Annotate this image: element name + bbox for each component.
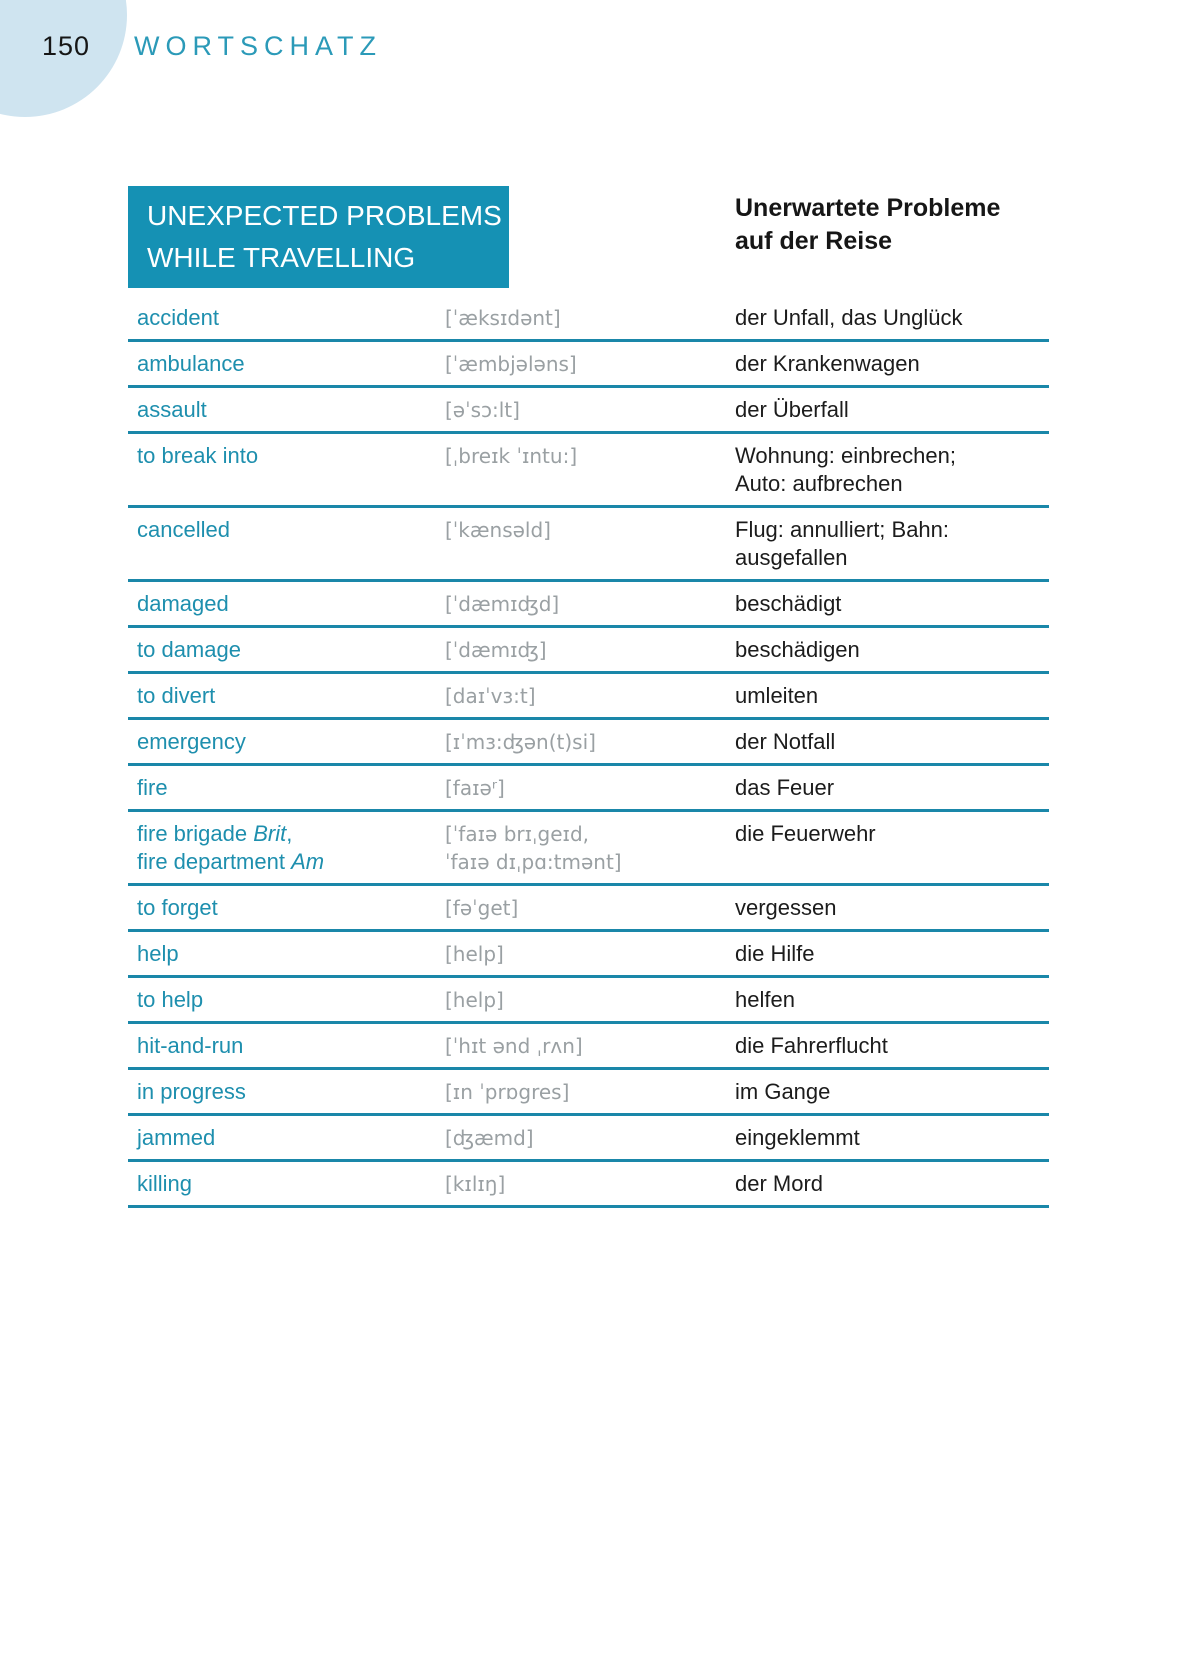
vocab-row bbox=[128, 978, 1049, 1024]
vocab-phonetic: [daɪˈvɜ:t] bbox=[445, 684, 536, 708]
vocab-row bbox=[128, 434, 1049, 508]
vocab-translation-de: die Fahrerflucht bbox=[735, 1033, 888, 1058]
vocab-translation-de: der Mord bbox=[735, 1171, 824, 1196]
vocab-row bbox=[128, 1070, 1049, 1116]
vocab-phonetic: [fəˈget] bbox=[445, 896, 519, 920]
vocab-row bbox=[128, 388, 1049, 434]
vocab-translation-de: Wohnung: einbrechen; Auto: aufbrechen bbox=[735, 443, 956, 496]
vocab-term-en: cancelled bbox=[137, 517, 230, 542]
vocab-row bbox=[128, 1116, 1049, 1162]
vocab-term-en: to break into bbox=[137, 443, 259, 468]
vocab-table bbox=[128, 296, 1049, 1208]
vocab-row bbox=[128, 886, 1049, 932]
vocab-phonetic: [help] bbox=[445, 942, 504, 966]
vocab-row bbox=[128, 766, 1049, 812]
section-title-de-line1: Unerwartete Probleme bbox=[735, 194, 1001, 222]
vocab-phonetic: [ˈæmbjələns] bbox=[445, 352, 577, 376]
vocab-translation-de: das Feuer bbox=[735, 775, 835, 800]
vocab-term-en: fire brigade Brit, fire department Am bbox=[137, 821, 325, 874]
vocab-phonetic: [ˈdæmɪʤd] bbox=[445, 592, 560, 616]
vocab-phonetic: [ˈkænsəld] bbox=[445, 518, 551, 542]
vocab-term-en: emergency bbox=[137, 729, 246, 754]
vocab-term-en: to help bbox=[137, 987, 204, 1012]
vocab-phonetic: [ˈhɪt ənd ˌrʌn] bbox=[445, 1034, 583, 1058]
vocab-phonetic: [ˈæksɪdənt] bbox=[445, 306, 561, 330]
vocab-term-en: in progress bbox=[137, 1079, 246, 1104]
vocab-phonetic: [ˈdæmɪʤ] bbox=[445, 638, 547, 662]
vocab-term-en: hit-and-run bbox=[137, 1033, 244, 1058]
vocab-translation-de: der Unfall, das Unglück bbox=[735, 305, 963, 330]
vocab-row bbox=[128, 628, 1049, 674]
vocab-term-en: damaged bbox=[137, 591, 229, 616]
vocab-translation-de: die Hilfe bbox=[735, 941, 815, 966]
vocab-term-en: to damage bbox=[137, 637, 241, 662]
section-title-en-line1: UNEXPECTED PROBLEMS bbox=[147, 200, 502, 231]
vocab-term-en: ambulance bbox=[137, 351, 245, 376]
vocab-translation-de: beschädigt bbox=[735, 591, 842, 616]
vocab-translation-de: im Gange bbox=[735, 1079, 831, 1104]
vocab-term-en: help bbox=[137, 941, 179, 966]
vocab-phonetic: [ˈfaɪə brɪˌgeɪd, ˈfaɪə dɪˌpɑ:tmənt] bbox=[445, 822, 622, 874]
vocab-term-en: to divert bbox=[137, 683, 216, 708]
vocab-term-en: accident bbox=[137, 305, 219, 330]
vocab-phonetic: [ɪn ˈprɒgres] bbox=[445, 1080, 570, 1104]
vocab-row bbox=[128, 720, 1049, 766]
vocab-row bbox=[128, 296, 1049, 342]
section-title-en-line2: WHILE TRAVELLING bbox=[147, 242, 416, 273]
vocab-translation-de: eingeklemmt bbox=[735, 1125, 860, 1150]
vocab-phonetic: [əˈsɔ:lt] bbox=[445, 398, 520, 422]
vocab-translation-de: der Notfall bbox=[735, 729, 836, 754]
vocab-translation-de: beschädigen bbox=[735, 637, 860, 662]
vocab-row bbox=[128, 508, 1049, 582]
vocab-term-en: jammed bbox=[137, 1125, 216, 1150]
vocab-translation-de: helfen bbox=[735, 987, 795, 1012]
vocab-row bbox=[128, 342, 1049, 388]
vocab-phonetic: [faɪəʳ] bbox=[445, 776, 505, 800]
vocab-phonetic: [help] bbox=[445, 988, 504, 1012]
vocab-translation-de: der Überfall bbox=[735, 397, 849, 422]
vocab-translation-de: die Feuerwehr bbox=[735, 821, 876, 846]
vocab-row bbox=[128, 812, 1049, 886]
vocab-phonetic: [ˌbreɪk ˈɪntu:] bbox=[445, 444, 578, 468]
vocab-row bbox=[128, 582, 1049, 628]
vocab-translation-de: umleiten bbox=[735, 683, 819, 708]
running-head: WORTSCHATZ bbox=[134, 31, 382, 61]
vocab-translation-de: der Krankenwagen bbox=[735, 351, 920, 376]
vocab-phonetic: [kɪlɪŋ] bbox=[445, 1172, 506, 1196]
vocab-term-en: fire bbox=[137, 775, 168, 800]
page-number: 150 bbox=[42, 31, 91, 61]
vocab-translation-de: vergessen bbox=[735, 895, 837, 920]
vocab-phonetic: [ʤæmd] bbox=[445, 1126, 534, 1150]
vocab-term-en: killing bbox=[137, 1171, 193, 1196]
vocab-row bbox=[128, 674, 1049, 720]
vocab-term-en: to forget bbox=[137, 895, 218, 920]
vocab-term-en: assault bbox=[137, 397, 207, 422]
section-title-de bbox=[735, 192, 1000, 258]
vocab-row bbox=[128, 1162, 1049, 1208]
vocab-row bbox=[128, 1024, 1049, 1070]
vocab-translation-de: Flug: annulliert; Bahn: ausgefallen bbox=[735, 517, 950, 570]
section-title-de-line2: auf der Reise bbox=[735, 227, 893, 255]
vocab-phonetic: [ɪˈmɜ:ʤən(t)si] bbox=[445, 730, 596, 754]
vocab-row bbox=[128, 932, 1049, 978]
section-title-box bbox=[128, 186, 509, 288]
